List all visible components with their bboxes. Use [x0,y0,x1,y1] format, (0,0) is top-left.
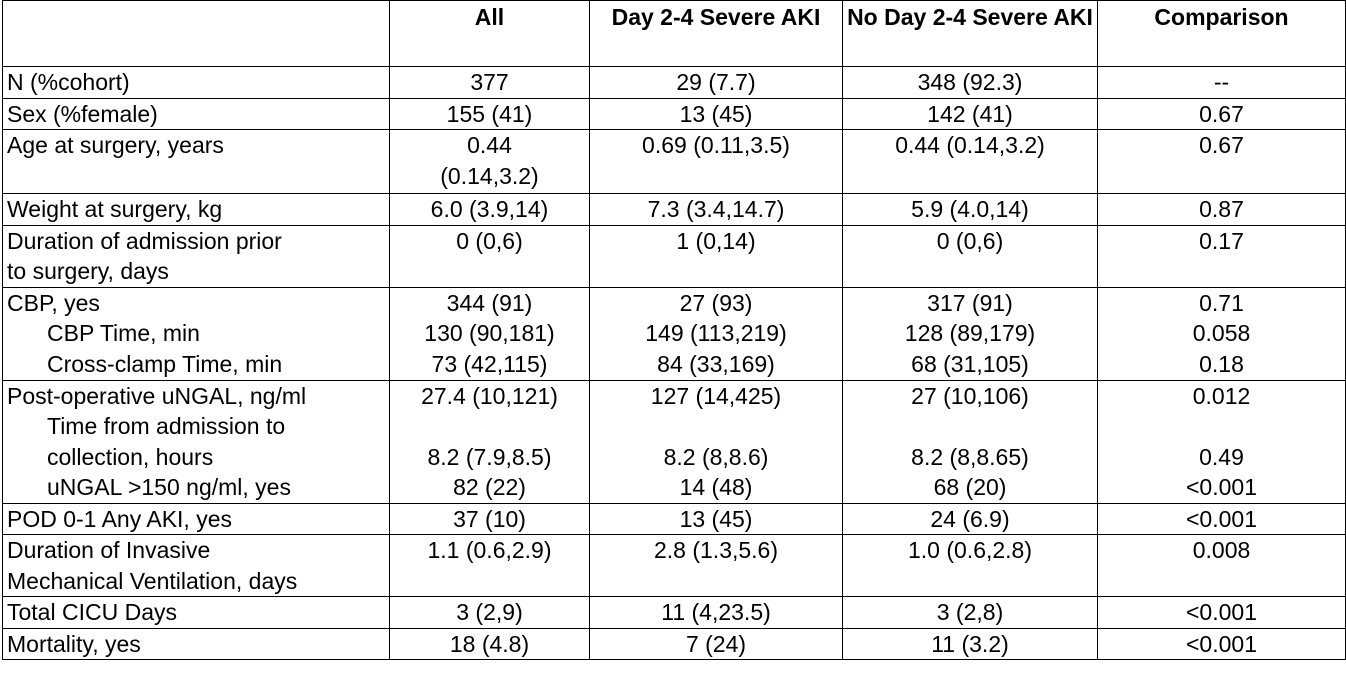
cell-comparison [1098,287,1346,380]
cell-no-aki [843,287,1098,380]
table-row [3,597,1346,629]
cell-aki: 7 (24) [590,628,843,660]
cell-comparison [1098,380,1346,503]
label-subline: uNGAL >150 ng/ml, yes [47,474,291,500]
cell-all: 0 (0,6) [390,225,590,287]
table-row [3,628,1346,660]
row-label [3,67,390,99]
cell-line: 0.012 [1192,382,1251,409]
cell-no-aki: 5.9 (4.0,14) [843,194,1098,226]
header-day-2-4-severe-aki: Day 2-4 Severe AKI [590,1,843,67]
cell-aki: 0.69 (0.11,3.5) [590,130,843,194]
row-label [3,287,390,380]
header-all: All [390,1,590,67]
label-subline: CBP Time, min [47,320,200,346]
cell-line: 27 (10,106) [911,382,1029,409]
row-label [3,130,390,194]
cell-line: 73 (42,115) [431,350,548,377]
cell-line: 14 (48) [679,474,753,500]
cell-line: 84 (33,169) [657,350,775,377]
label-line: Age at surgery, years [7,132,224,158]
cell-comparison: -- [1098,67,1346,99]
label-line: Weight at surgery, kg [7,196,223,222]
cell-all [390,287,590,380]
cell-line: 68 (31,105) [911,350,1029,377]
cell-aki: 13 (45) [590,503,843,535]
cell-all: 18 (4.8) [390,628,590,660]
row-label [3,535,390,597]
cell-line: 27.4 (10,121) [421,382,558,409]
cell-line: 8.2 (8,8.65) [911,443,1029,470]
row-label [3,98,390,130]
cell-all: 377 [390,67,590,99]
table-row [3,287,1346,380]
cell-line: 0.44 [467,132,512,158]
cell-aki: 7.3 (3.4,14.7) [590,194,843,226]
cell-all [390,380,590,503]
cell-no-aki: 0 (0,6) [843,225,1098,287]
label-line: POD 0-1 Any AKI, yes [7,505,232,532]
table-row [3,535,1346,597]
label-line: Mechanical Ventilation, days [7,567,298,594]
table-row [3,130,1346,194]
cell-all [390,130,590,194]
label-subline: Time from admission to [47,413,286,439]
cell-line: 128 (89,179) [904,320,1036,346]
header-comparison: Comparison [1098,1,1346,67]
cell-line: 0.49 [1199,443,1244,470]
cell-line: 149 (113,219) [645,320,787,346]
cell-no-aki: 3 (2,8) [843,597,1098,629]
cell-all: 155 (41) [390,98,590,130]
table-row [3,503,1346,535]
cell-line: 8.2 (7.9,8.5) [427,443,552,470]
cell-no-aki [843,380,1098,503]
row-label [3,225,390,287]
cell-comparison: <0.001 [1098,503,1346,535]
header-no-day-2-4-severe-aki: No Day 2-4 Severe AKI [843,1,1098,67]
row-label [3,628,390,660]
cell-comparison: 0.67 [1098,98,1346,130]
cell-line: 344 (91) [446,289,533,316]
cell-line: 127 (14,425) [650,382,782,409]
label-line: Mortality, yes [7,630,141,657]
label-line: Sex (%female) [7,100,158,127]
cell-comparison: 0.008 [1098,535,1346,597]
cell-aki [590,287,843,380]
results-table [2,0,1346,660]
cell-aki: 1 (0,14) [590,225,843,287]
cell-line [1101,411,1342,442]
label-line: CBP, yes [7,289,100,316]
row-label [3,380,390,503]
cell-all: 3 (2,9) [390,597,590,629]
header-row [3,1,1346,67]
cell-line: 0.18 [1199,350,1244,377]
label-line: N (%cohort) [7,69,130,95]
cell-line: 317 (91) [927,289,1013,316]
row-label [3,503,390,535]
table-row [3,67,1346,99]
label-subline: collection, hours [47,443,214,470]
cell-no-aki: 11 (3.2) [843,628,1098,660]
label-line: Post-operative uNGAL, ng/ml [7,382,307,409]
cell-line: 130 (90,181) [424,320,555,346]
cell-line [593,411,839,442]
label-line: Duration of admission prior [7,227,282,254]
cell-line [393,411,586,442]
label-subline: Cross-clamp Time, min [47,350,283,377]
cell-line: (0.14,3.2) [440,162,539,189]
cell-no-aki: 142 (41) [843,98,1098,130]
row-label [3,194,390,226]
label-line: Total CICU Days [7,599,177,625]
cell-all: 37 (10) [390,503,590,535]
cell-comparison: 0.17 [1098,225,1346,287]
table-row [3,380,1346,503]
cell-comparison: 0.87 [1098,194,1346,226]
cell-line: 27 (93) [679,289,753,316]
row-label [3,597,390,629]
label-line: Duration of Invasive [7,537,211,563]
cell-line: <0.001 [1186,474,1257,500]
cell-aki [590,380,843,503]
cell-no-aki: 1.0 (0.6,2.8) [843,535,1098,597]
table-row [3,225,1346,287]
cell-all: 6.0 (3.9,14) [390,194,590,226]
cell-comparison: 0.67 [1098,130,1346,194]
cell-aki: 13 (45) [590,98,843,130]
cell-line: 82 (22) [453,474,526,500]
cell-aki: 2.8 (1.3,5.6) [590,535,843,597]
cell-aki: 29 (7.7) [590,67,843,99]
cell-all: 1.1 (0.6,2.9) [390,535,590,597]
cell-no-aki: 348 (92.3) [843,67,1098,99]
label-line: to surgery, days [7,258,169,284]
cell-comparison: <0.001 [1098,628,1346,660]
cell-line: 0.058 [1192,320,1251,346]
cell-no-aki: 24 (6.9) [843,503,1098,535]
cell-line: 0.71 [1199,289,1244,316]
table-row [3,194,1346,226]
cell-line [846,411,1094,442]
table-row [3,98,1346,130]
cell-line: 68 (20) [933,474,1007,500]
cell-no-aki: 0.44 (0.14,3.2) [843,130,1098,194]
cell-aki: 11 (4,23.5) [590,597,843,629]
header-blank [3,1,390,67]
cell-line: 8.2 (8,8.6) [663,443,769,470]
cell-comparison: <0.001 [1098,597,1346,629]
